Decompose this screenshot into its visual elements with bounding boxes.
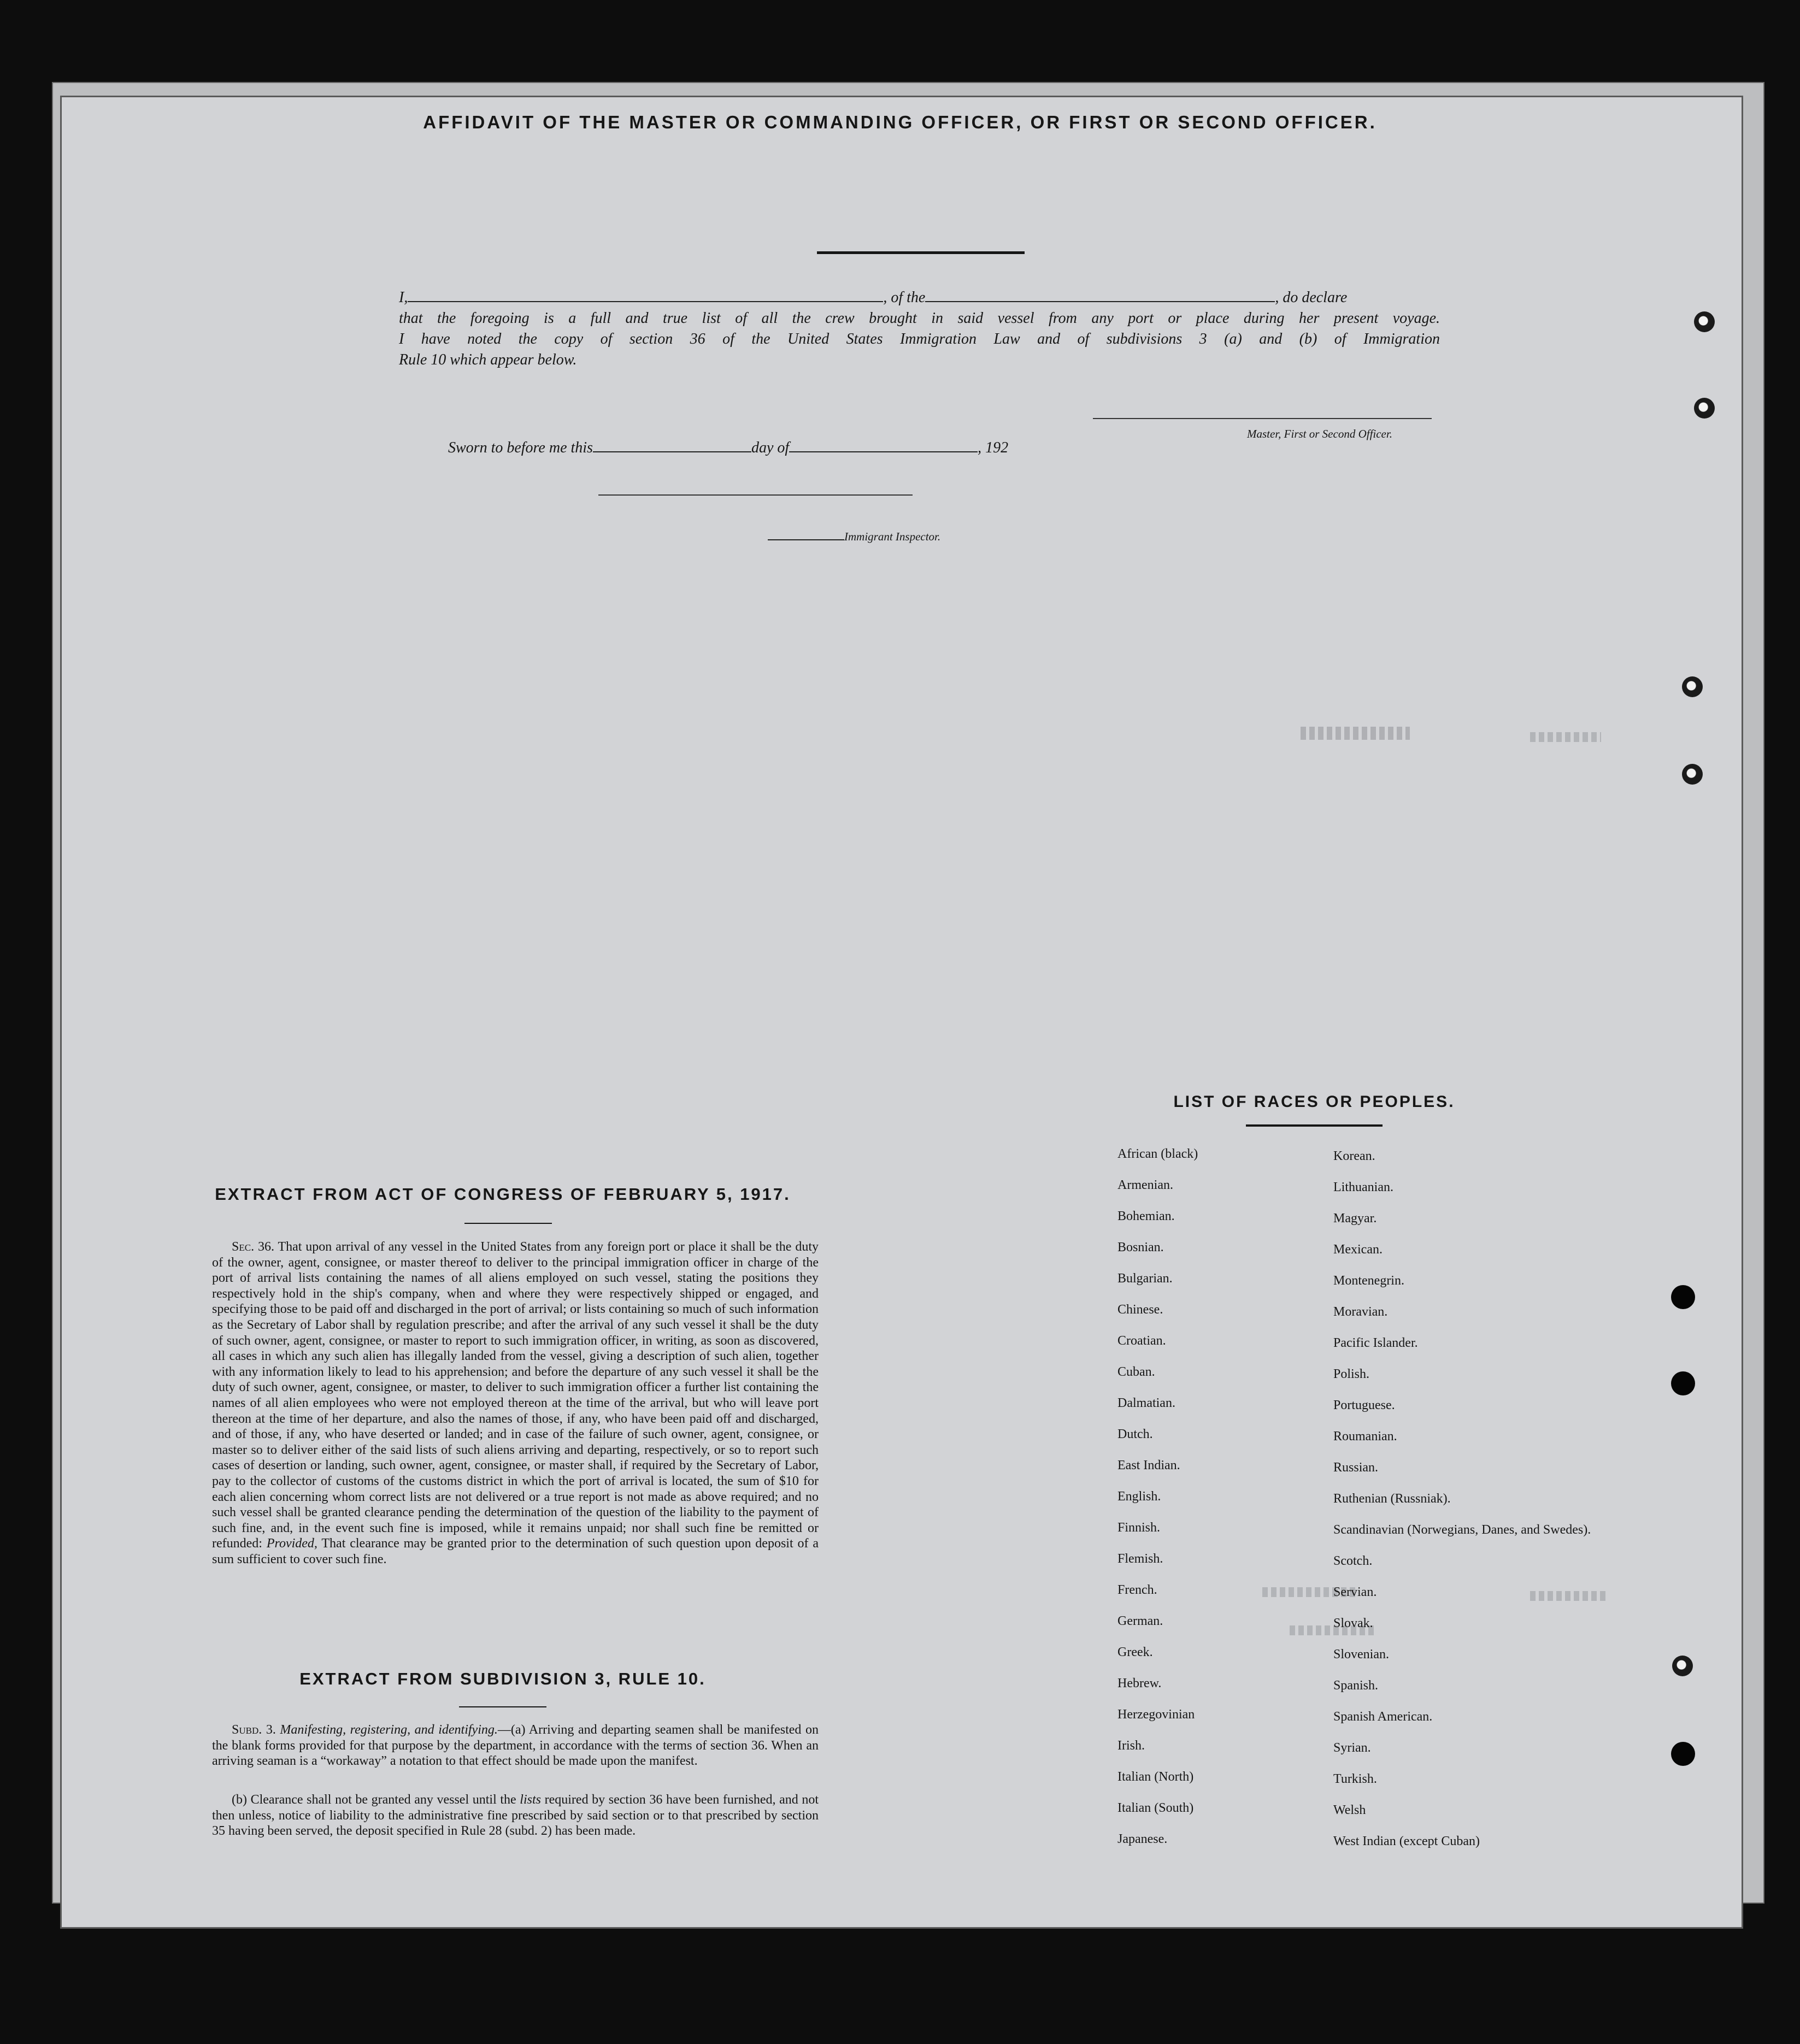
race-item: Flemish. [1117, 1552, 1163, 1566]
subdivision-3a-text [212, 1722, 819, 1769]
races-title-rule [1246, 1124, 1383, 1127]
section-36-label: Sec. 36. [232, 1240, 274, 1254]
race-item: Slovenian. [1333, 1647, 1389, 1662]
race-item: African (black) [1117, 1147, 1198, 1161]
race-item: Lithuanian. [1333, 1180, 1393, 1194]
race-item: Chinese. [1117, 1303, 1163, 1317]
race-item: Greek. [1117, 1645, 1153, 1659]
subdivision-3b-lists: lists [520, 1793, 541, 1807]
race-item: Bosnian. [1117, 1240, 1164, 1254]
race-item: French. [1117, 1583, 1157, 1597]
inspector-signature-line[interactable] [598, 494, 913, 496]
inspector-label: Immigrant Inspector. [844, 530, 941, 543]
act-extract-title: EXTRACT FROM ACT OF CONGRESS OF FEBRUARY 5, 1917. [215, 1185, 791, 1204]
subdivision-3-heading: Manifesting, registering, and identifying. [280, 1723, 498, 1737]
affidavit-title-rule [817, 251, 1025, 254]
subdivision-3b-prefix: (b) Clearance shall not be granted any vessel until the [232, 1793, 516, 1807]
binder-hole [1671, 1742, 1695, 1766]
race-item: Irish. [1117, 1739, 1145, 1753]
master-signature-line[interactable] [1093, 418, 1432, 419]
race-item: Moravian. [1333, 1305, 1388, 1319]
race-item: West Indian (except Cuban) [1333, 1834, 1480, 1848]
affidavit-statement: Rule 10 which appear below. [399, 351, 577, 368]
binder-hole [1682, 676, 1703, 697]
binder-hole [1682, 764, 1703, 785]
sworn-label: Sworn to before me this [448, 439, 593, 456]
race-item: Herzegovinian [1117, 1707, 1195, 1722]
race-item: Slovak. [1333, 1616, 1373, 1630]
races-left-column [1117, 1146, 1347, 1863]
affidavit-do-declare-label: , do declare [1275, 289, 1348, 306]
subdivision-3b-text [212, 1792, 819, 1839]
binder-hole [1694, 311, 1715, 332]
race-item: Bulgarian. [1117, 1271, 1173, 1286]
race-item: Spanish. [1333, 1678, 1379, 1693]
proviso-word: Provided, [266, 1536, 317, 1551]
race-item: Armenian. [1117, 1178, 1173, 1192]
section-36-body: That upon arrival of any vessel in the United States from any foreign port or place it shall be the duty of the owner, agent, consignee, or master thereof to deliver to the principal immigration officer in charge of the port of arrival lists containing the names of all aliens employed on such vessel, stating the positions they respectively hold in the ship's company, when and where they were respectively shipped or engaged, and specifying those to be paid off and discharged in the port of arrival; or lists containing so much of such information as the Secretary of Labor shall by regulation prescribe; and after the arrival of any such vessel it shall be the duty of such owner, agent, consignee, or master to report to such immigration officer, in writing, as soon as discovered, all cases in which any such alien has illegally landed from the vessel, giving a description of such alien, together with any information likely to lead to his apprehension; and before the departure of any such vessel it shall be the duty of such owner, agent, consignee, or master, to deliver to such immigration officer a further list containing the names of all alien employees who were not employed thereon at the time of the arrival, but who will leave port thereon at the time of her departure, and also the names of those, if any, who have been paid off and discharged, and of those, if any, who have deserted or landed; and in case of the failure of such owner, agent, consignee, or master so to deliver either of the said lists of such aliens arriving and departing, respectively, or so to report such cases of desertion or landing, such owner, agent, consignee, or master shall, if required by the Secretary of Labor, pay to the collector of customs of the customs district in which the port of arrival is located, the sum of $10 for each alien concerning whom correct lists are not delivered or a true report is not made as above required; and no such vessel shall be granted clearance pending the determination of the question of the liability to the payment of such fine, and, in the event such fine is imposed, while it remains unpaid; nor shall such fine be remitted or refunded: [212, 1240, 819, 1551]
subdivision-3b-body: required by section 36 have been furnished, and not then unless, notice of liability to the administrative fine prescribed by said section or to that prescribed by section 35 having been served, the deposit specified in Rule 28 (subd. 2) has been made. [212, 1793, 819, 1839]
race-item: Bohemian. [1117, 1209, 1175, 1223]
subdivision-3a-body: —(a) Arriving and departing seamen shall be manifested on the blank forms provided for that purpose by the department, in accordance with the terms of section 36. When an arriving seaman is a “workaway” a notation to that effect should be made upon the manifest. [212, 1723, 819, 1769]
binder-hole [1694, 398, 1715, 419]
race-item: Montenegrin. [1333, 1274, 1404, 1288]
race-item: Hebrew. [1117, 1676, 1162, 1690]
binder-hole [1671, 1285, 1695, 1309]
binder-hole [1672, 1656, 1693, 1676]
race-item: Syrian. [1333, 1741, 1371, 1755]
vessel-name-blank[interactable] [925, 287, 1275, 302]
affidavit-statement: that the foregoing is a full and true list of all the crew brought in said vessel from any port or place during her present voyage. [399, 310, 1440, 327]
master-name-blank[interactable] [408, 287, 883, 302]
affidavit-title: AFFIDAVIT OF THE MASTER OR COMMANDING OFFICER, OR FIRST OR SECOND OFFICER. [423, 112, 1377, 132]
inspector-label-row [768, 530, 940, 544]
races-right-column [1333, 1148, 1596, 1865]
sworn-line [448, 437, 1008, 457]
race-item: German. [1117, 1614, 1163, 1628]
race-item: English. [1117, 1489, 1161, 1504]
inspector-name-blank[interactable] [768, 532, 844, 540]
race-item: Roumanian. [1333, 1429, 1397, 1444]
race-item: Polish. [1333, 1367, 1370, 1381]
race-item: Turkish. [1333, 1772, 1377, 1786]
race-item: Ruthenian (Russniak). [1333, 1492, 1451, 1506]
binder-hole [1671, 1371, 1695, 1395]
race-item: Russian. [1333, 1460, 1379, 1475]
race-item: Scandinavian (Norwegians, Danes, and Swedes). [1333, 1523, 1591, 1537]
day-of-label: day of [751, 439, 790, 456]
race-item: Spanish American. [1333, 1710, 1433, 1724]
race-item: Italian (South) [1117, 1801, 1194, 1815]
bleed-through-texture [1301, 727, 1410, 740]
bleed-through-texture [1530, 732, 1601, 742]
race-item: Dutch. [1117, 1427, 1153, 1441]
race-item: Welsh [1333, 1803, 1366, 1817]
affidavit-statement: I have noted the copy of section 36 of the United States Immigration Law and of subdivisions 3 (a) and (b) of Immigration [399, 331, 1440, 347]
race-item: Croatian. [1117, 1334, 1166, 1348]
race-item: Cuban. [1117, 1365, 1155, 1379]
race-item: Servian. [1333, 1585, 1377, 1599]
section-36-text [212, 1239, 819, 1567]
year-label: , 192 [978, 439, 1009, 456]
race-item: Italian (North) [1117, 1770, 1194, 1784]
act-extract-rule [464, 1223, 552, 1224]
race-item: Pacific Islander. [1333, 1336, 1418, 1350]
master-signature-label: Master, First or Second Officer. [1247, 427, 1392, 440]
race-item: Japanese. [1117, 1832, 1168, 1846]
race-item: Korean. [1333, 1149, 1375, 1163]
affidavit-body [399, 287, 1440, 370]
sworn-month-blank[interactable] [789, 437, 978, 452]
sworn-day-blank[interactable] [593, 437, 751, 452]
affidavit-of-the-label: , of the [883, 289, 926, 306]
rule-extract-rule [459, 1706, 546, 1707]
affidavit-i-label: I, [399, 289, 408, 306]
race-item: Portuguese. [1333, 1398, 1395, 1412]
affidavit-declaration-line [399, 287, 1440, 308]
race-item: Magyar. [1333, 1211, 1377, 1226]
proviso-text: That clearance may be granted prior to the determination of such question upon deposit of a sum sufficient to cover such fine. [212, 1536, 819, 1566]
races-title: LIST OF RACES OR PEOPLES. [1173, 1093, 1455, 1111]
rule-extract-title: EXTRACT FROM SUBDIVISION 3, RULE 10. [299, 1669, 706, 1688]
race-item: Dalmatian. [1117, 1396, 1175, 1410]
race-item: East Indian. [1117, 1458, 1180, 1472]
race-item: Mexican. [1333, 1242, 1383, 1257]
race-item: Scotch. [1333, 1554, 1373, 1568]
race-item: Finnish. [1117, 1521, 1161, 1535]
subdivision-3-label: Subd. 3. [232, 1723, 276, 1737]
